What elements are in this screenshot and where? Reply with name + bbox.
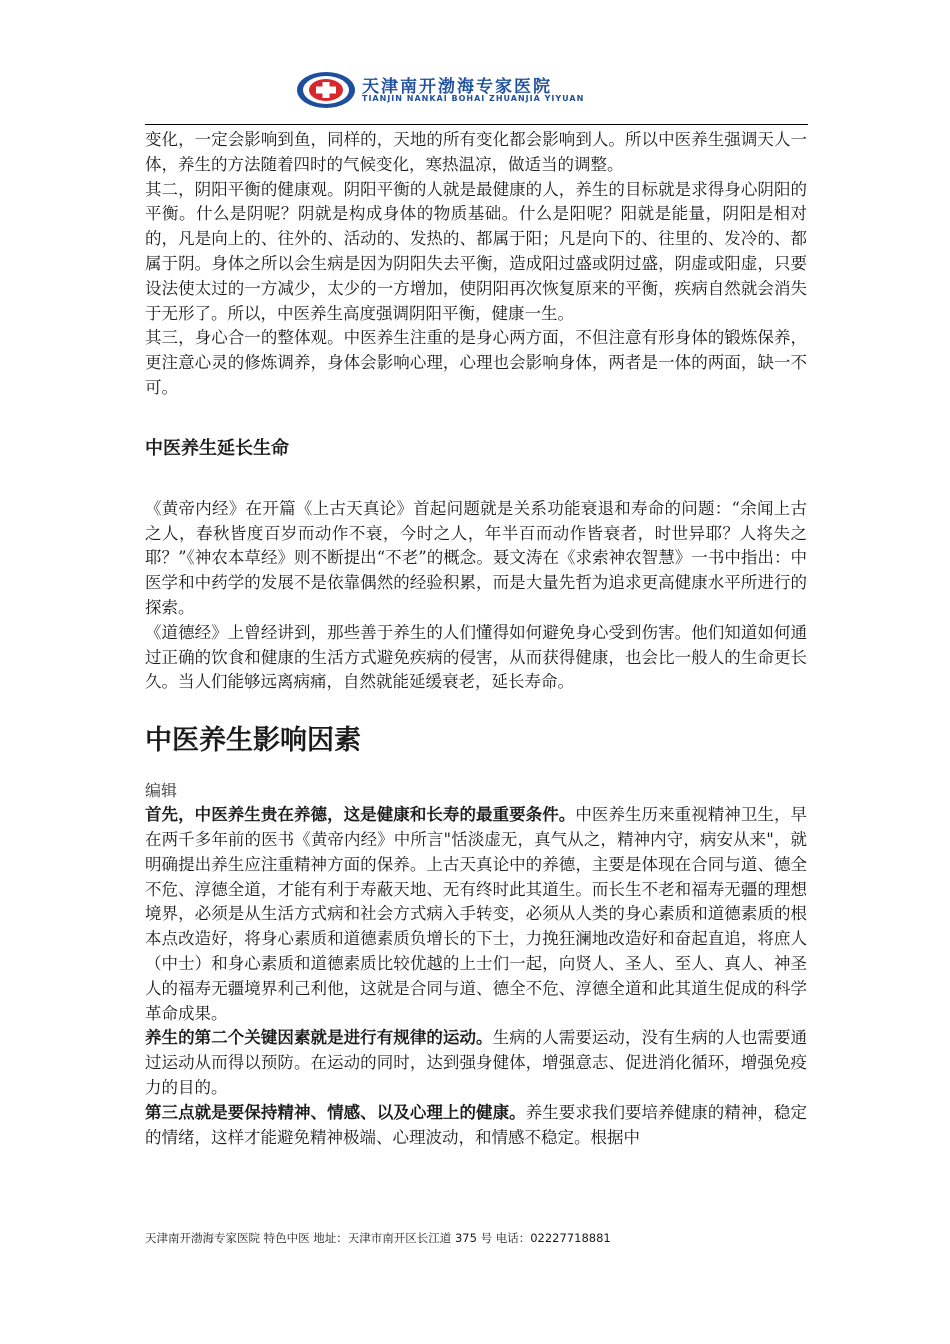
edit-link[interactable]: 编辑 <box>145 781 178 801</box>
paragraph <box>145 803 807 1026</box>
bold-lead: 首先，中医养生贵在养德，这是健康和长寿的最重要条件。 <box>145 805 576 825</box>
page-header <box>0 68 950 112</box>
section-heading-large: 中医养生影响因素 <box>145 725 361 757</box>
paragraph: 其二，阴阳平衡的健康观。阴阳平衡的人就是最健康的人，养生的目标就是求得身心阴阳的平衡。什么是阴呢？阴就是构成身体的物质基础。什么是阳呢？阳就是能量，阴阳是相对的，凡是向上的、往外的、活动的、发热的、都属于阳；凡是向下的、往里的、发冷的、都属于阴。身体之所以会生病是因为阴阳失去平衡，造成阳过盛或阴过盛，阴虚或阳虚，只要设法使太过的一方减少，太少的一方增加，使阴阳再次恢复原来的平衡，疾病自然就会消失于无形了。所以，中医养生高度强调阴阳平衡，健康一生。 <box>145 179 807 323</box>
paragraph: 其三，身心合一的整体观。中医养生注重的是身心两方面，不但注意有形身体的锻炼保养，更注意心灵的修炼调养，身体会影响心理，心理也会影响身体，两者是一体的两面，缺一不可。 <box>145 328 807 397</box>
paragraph-text: 生病的人需要运动，没有生病的人也需要通过运动从而得以预防。在运动的同时，达到强身健体，增强意志、促进消化循环，增强免疫力的目的。 <box>145 1028 808 1097</box>
hospital-cross-icon <box>296 71 356 109</box>
hospital-name-cn: 天津南开渤海专家医院 <box>362 77 552 97</box>
paragraph <box>145 1026 807 1100</box>
paragraph <box>145 1101 807 1151</box>
bold-lead: 第三点就是要保持精神、情感、以及心理上的健康。 <box>145 1102 526 1122</box>
page-footer: 天津南开渤海专家医院 特色中医 地址：天津市南开区长江道 375 号 电话：02227718881 <box>145 1231 611 1245</box>
bold-lead: 养生的第二个关键因素就是进行有规律的运动。 <box>145 1028 493 1048</box>
paragraph: 《道德经》上曾经讲到，那些善于养生的人们懂得如何避免身心受到伤害。他们知道如何通过正确的饮食和健康的生活方式避免疾病的侵害，从而获得健康，也会比一般人的生命更长久。当人们能够远离病痛，自然就能延缓衰老，延长寿命。 <box>145 622 807 692</box>
document-body <box>145 128 807 1150</box>
hospital-name-en: TIANJIN NANKAI BOHAI ZHUANJIA YIYUAN <box>362 94 585 103</box>
section-heading: 中医养生延长生命 <box>145 437 289 459</box>
paragraph-text: 养生要求我们要培养健康的精神，稳定的情绪，这样才能避免精神极端、心理波动，和情感不稳定。根据中 <box>145 1102 808 1147</box>
paragraph-text: 中医养生历来重视精神卫生，早在两千多年前的医书《黄帝内经》中所言"恬淡虚无，真气从之，精神内守，病安从来"，就明确提出养生应注重精神方面的保养。上古天真论中的养德，主要是体现在合同与道、德全不危、淳德全道，才能有利于寿蔽天地、无有终时此其道生。而长生不老和福寿无疆的理想境界，必须是从生活方式病和社会方式病入手转变，必须从人类的身心素质和道德素质的根本点改造好，将身心素质和道德素质负增长的下士，力挽狂澜地改造好和奋起直追，将庶人（中士）和身心素质和道德素质比较优越的上士们一起，向贤人、圣人、至人、真人、神圣人的福寿无疆境界利己利他，这就是合同与道、德全不危、淳德全道和此其道生促成的科学革命成果。 <box>145 805 808 1023</box>
paragraph: 《黄帝内经》在开篇《上古天真论》首起问题就是关系功能衰退和寿命的问题：“余闻上古之人，春秋皆度百岁而动作不衰，今时之人，年半百而动作皆衰者，时世异耶？人将失之耶？”《神农本草经》则不断提出“不老”的概念。聂文涛在《求索神农智慧》一书中指出：中医学和中药学的发展不是依靠偶然的经验积累，而是大量先哲为追求更高健康水平所进行的探索。 <box>145 498 807 617</box>
header-divider <box>145 124 808 125</box>
paragraph: 变化，一定会影响到鱼，同样的，天地的所有变化都会影响到人。所以中医养生强调天人一体，养生的方法随着四时的气候变化，寒热温凉，做适当的调整。 <box>145 130 807 174</box>
